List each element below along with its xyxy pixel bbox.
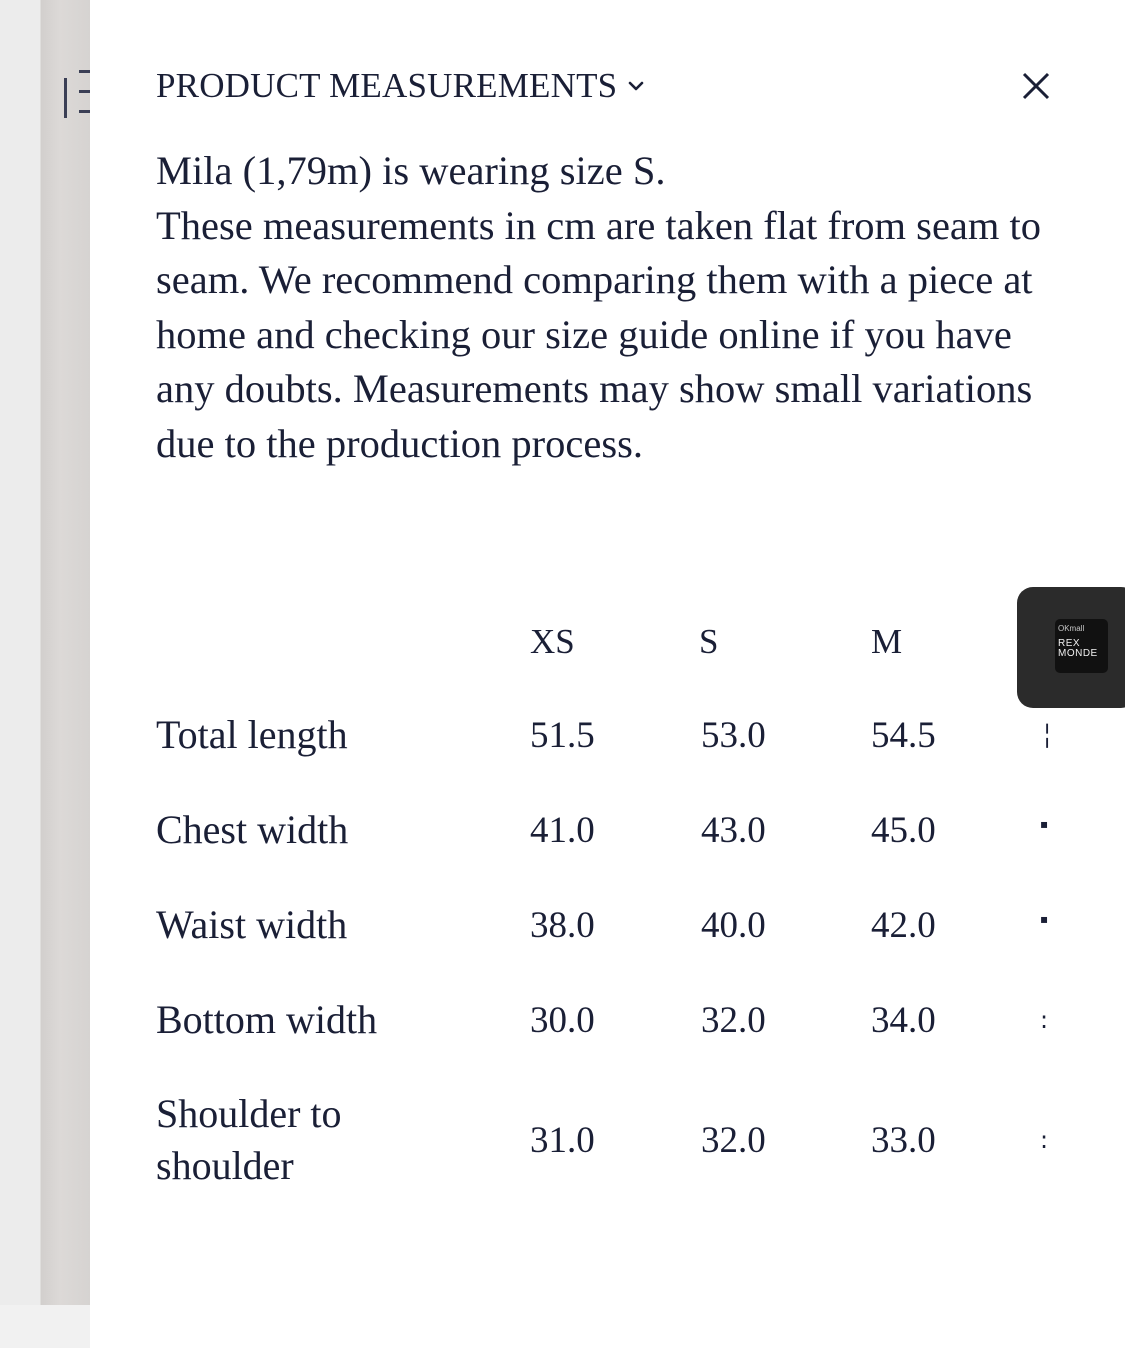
cell-waist-width-m: 42.0 bbox=[871, 905, 936, 946]
cell-chest-width-xs: 41.0 bbox=[530, 810, 595, 851]
row-label-bottom-width: Bottom width bbox=[156, 997, 378, 1042]
row-label-total-length: Total length bbox=[156, 712, 348, 757]
size-header-xs: XS bbox=[530, 622, 575, 661]
panel-title: PRODUCT MEASUREMENTS bbox=[156, 66, 618, 105]
size-header-s: S bbox=[699, 622, 719, 661]
badge-top-text: OKmall bbox=[1058, 624, 1085, 633]
background-page-strip bbox=[0, 0, 90, 1305]
cell-bottom-width-m: 34.0 bbox=[871, 1000, 936, 1041]
cell-shoulder-xs: 31.0 bbox=[530, 1120, 595, 1161]
cell-waist-width-s: 40.0 bbox=[701, 905, 766, 946]
clipped-column-mark: ╎ bbox=[1040, 722, 1055, 750]
cell-chest-width-m: 45.0 bbox=[871, 810, 936, 851]
measurement-description bbox=[156, 144, 1046, 471]
brand-logo bbox=[1055, 619, 1108, 673]
close-icon[interactable] bbox=[1018, 68, 1054, 104]
clipped-column-mark: : bbox=[1040, 1126, 1049, 1154]
row-label-shoulder: Shoulder to shoulder bbox=[156, 1091, 342, 1188]
cell-shoulder-m: 33.0 bbox=[871, 1120, 936, 1161]
clipped-column-mark: ▪ bbox=[1040, 912, 1049, 926]
chevron-down-icon bbox=[627, 79, 645, 93]
model-info: Mila (1,79m) is wearing size S. bbox=[156, 148, 666, 193]
cell-bottom-width-s: 32.0 bbox=[701, 1000, 766, 1041]
cell-total-length-xs: 51.5 bbox=[530, 715, 595, 756]
clipped-column-mark: : bbox=[1040, 1006, 1049, 1034]
background-page-strip-bottom bbox=[0, 1305, 90, 1348]
cell-total-length-s: 53.0 bbox=[701, 715, 766, 756]
clipped-column-mark: ▪ bbox=[1040, 817, 1049, 831]
panel-header[interactable] bbox=[156, 66, 645, 106]
cell-waist-width-xs: 38.0 bbox=[530, 905, 595, 946]
size-header-m: M bbox=[871, 622, 903, 661]
menu-icon[interactable] bbox=[64, 70, 90, 118]
measurement-note: These measurements in cm are taken flat from seam to seam. We recommend comparing them with a piece at home and checking our size guide online if you have any doubts. Measurements may show small variations due to the production process. bbox=[156, 202, 1042, 466]
row-label-waist-width: Waist width bbox=[156, 902, 348, 947]
row-label-chest-width: Chest width bbox=[156, 807, 349, 852]
floating-app-badge[interactable] bbox=[1017, 587, 1125, 708]
badge-brand-text: REX MONDE bbox=[1058, 638, 1098, 659]
cell-bottom-width-xs: 30.0 bbox=[530, 1000, 595, 1041]
cell-total-length-m: 54.5 bbox=[871, 715, 936, 756]
cell-shoulder-s: 32.0 bbox=[701, 1120, 766, 1161]
cell-chest-width-s: 43.0 bbox=[701, 810, 766, 851]
